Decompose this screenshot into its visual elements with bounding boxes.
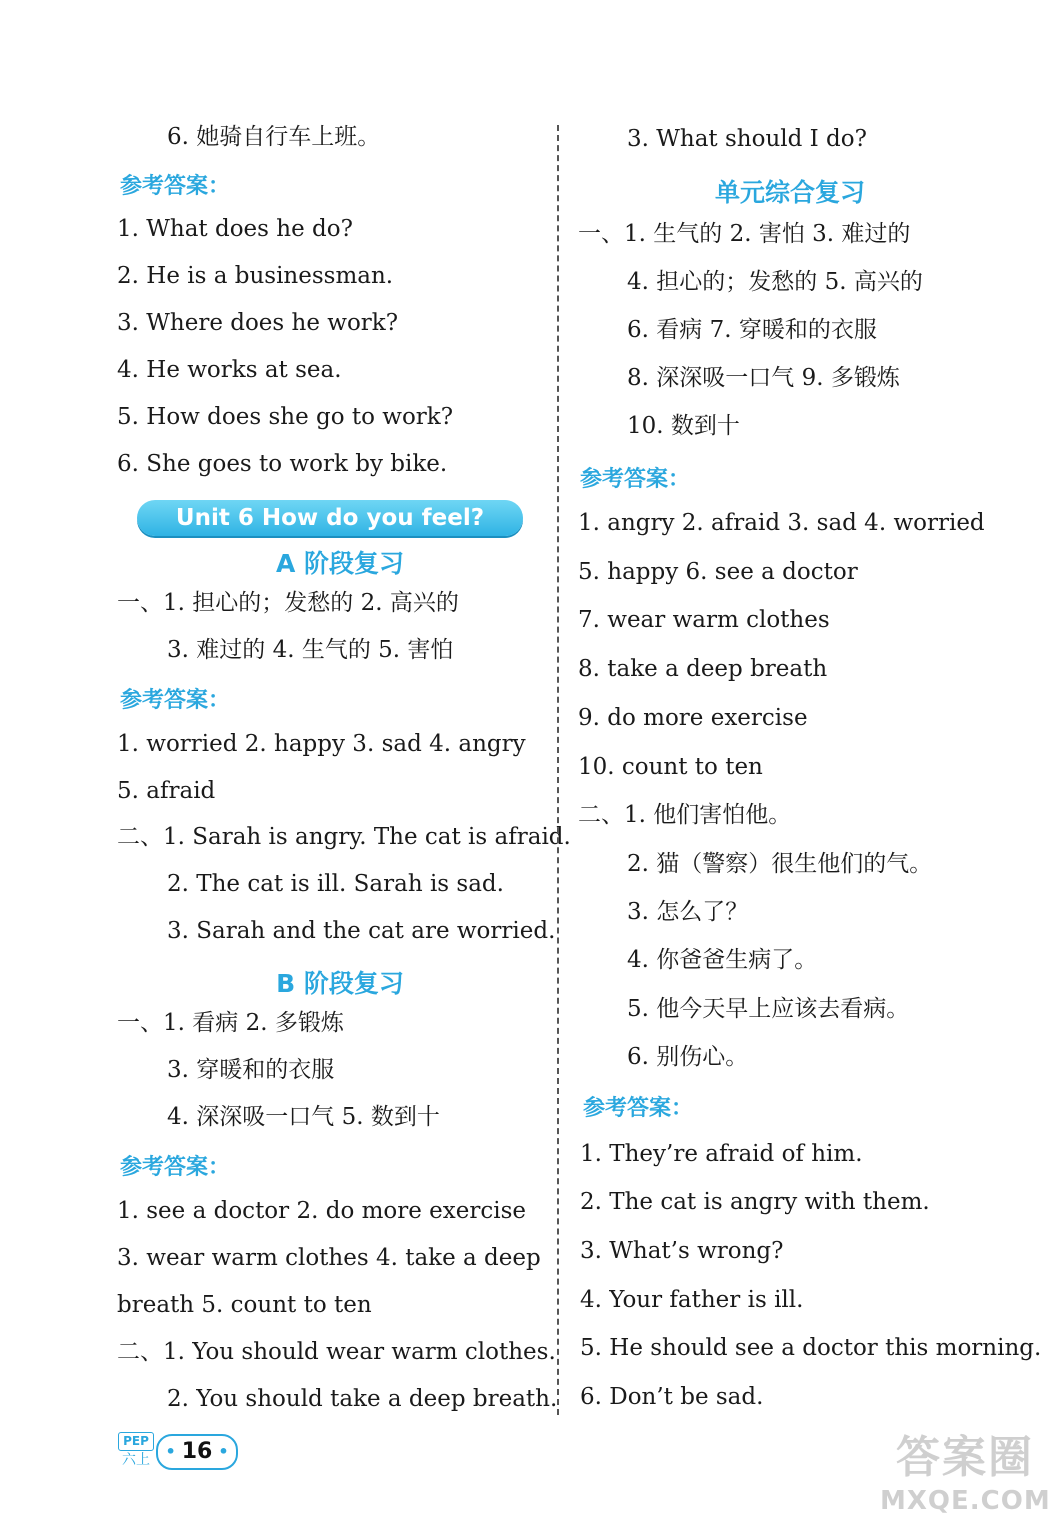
- column-divider: [557, 125, 559, 1415]
- grade-label: 六上: [122, 1452, 150, 1468]
- question-line: 一、1. 看病 2. 多锻炼: [117, 1010, 344, 1036]
- watermark-text-top: 答案圈: [896, 1432, 1034, 1483]
- answer-line: 1. worried 2. happy 3. sad 4. angry: [117, 731, 526, 757]
- right-line-1: 3. What should I do?: [627, 126, 867, 152]
- answer-line: 2. He is a businessman.: [117, 263, 394, 289]
- left-line-1: 6. 她骑自行车上班。: [167, 124, 381, 150]
- exercise-line: 2. 猫（警察）很生他们的气。: [627, 851, 933, 877]
- edition-badge: PEP: [118, 1432, 154, 1451]
- answer-line: 3. Where does he work?: [117, 310, 399, 336]
- exercise-line: 3. Sarah and the cat are worried.: [167, 918, 556, 944]
- answer-label: 参考答案：: [580, 467, 691, 492]
- answer-line: 3. wear warm clothes 4. take a deep: [117, 1245, 541, 1271]
- answer-line: 2. The cat is angry with them.: [580, 1189, 930, 1215]
- exercise-line: 5. 他今天早上应该去看病。: [627, 996, 910, 1022]
- answer-line: 6. She goes to work by bike.: [117, 451, 448, 477]
- dot-icon: •: [218, 1442, 229, 1461]
- section-title-a: A 阶段复习: [275, 549, 405, 578]
- answer-line: 5. happy 6. see a doctor: [578, 559, 858, 585]
- page-number: 16: [181, 1439, 213, 1464]
- dot-icon: •: [165, 1442, 176, 1461]
- answer-line: 10. count to ten: [578, 754, 763, 780]
- question-line: 10. 数到十: [627, 413, 740, 439]
- answer-line: 7. wear warm clothes: [578, 607, 830, 633]
- exercise-line: 二、1. Sarah is angry. The cat is afraid.: [117, 824, 571, 850]
- section-title-b: B 阶段复习: [276, 969, 404, 998]
- answer-line: 8. take a deep breath: [578, 656, 828, 682]
- question-line: 一、1. 生气的 2. 害怕 3. 难过的: [578, 221, 911, 247]
- question-line: 3. 穿暖和的衣服: [167, 1057, 335, 1083]
- page-number-pill: [156, 1434, 238, 1470]
- answer-line: 4. Your father is ill.: [580, 1287, 804, 1313]
- exercise-line: 4. 你爸爸生病了。: [627, 947, 818, 973]
- answer-line: 5. afraid: [117, 778, 216, 804]
- answer-line: 1. see a doctor 2. do more exercise: [117, 1198, 527, 1224]
- answer-line: 5. He should see a doctor this morning.: [580, 1335, 1042, 1361]
- question-line: 一、1. 担心的；发愁的 2. 高兴的: [117, 590, 459, 616]
- answer-label: 参考答案：: [583, 1096, 694, 1121]
- answer-label: 参考答案：: [120, 688, 231, 713]
- answer-line: 9. do more exercise: [578, 705, 808, 731]
- watermark-logo: [880, 1430, 1050, 1530]
- exercise-line: 3. 怎么了？: [627, 899, 749, 925]
- question-line: 4. 担心的；发愁的 5. 高兴的: [627, 269, 923, 295]
- answer-label: 参考答案：: [120, 174, 231, 199]
- watermark-text-bottom: MXQE.COM: [880, 1486, 1051, 1516]
- answer-line: 3. What’s wrong?: [580, 1238, 784, 1264]
- exercise-line: 6. 别伤心。: [627, 1044, 749, 1070]
- question-line: 8. 深深吸一口气 9. 多锻炼: [627, 365, 900, 391]
- answer-line: 5. How does she go to work?: [117, 404, 454, 430]
- exercise-line: 2. The cat is ill. Sarah is sad.: [167, 871, 504, 897]
- unit-title-banner: Unit 6 How do you feel?: [137, 500, 523, 536]
- exercise-line: 2. You should take a deep breath.: [167, 1386, 558, 1412]
- unit-review-title: 单元综合复习: [714, 178, 865, 207]
- answer-line: 6. Don’t be sad.: [580, 1384, 764, 1410]
- answer-label: 参考答案：: [120, 1155, 231, 1180]
- answer-line: 1. They’re afraid of him.: [580, 1141, 863, 1167]
- question-line: 6. 看病 7. 穿暖和的衣服: [627, 317, 877, 343]
- exercise-line: 二、1. 他们害怕他。: [578, 802, 792, 828]
- answer-line: 4. He works at sea.: [117, 357, 342, 383]
- answer-line: breath 5. count to ten: [117, 1292, 372, 1318]
- question-line: 4. 深深吸一口气 5. 数到十: [167, 1104, 440, 1130]
- exercise-line: 二、1. You should wear warm clothes.: [117, 1339, 556, 1365]
- answer-line: 1. angry 2. afraid 3. sad 4. worried: [578, 510, 985, 536]
- question-line: 3. 难过的 4. 生气的 5. 害怕: [167, 637, 454, 663]
- answer-line: 1. What does he do?: [117, 216, 353, 242]
